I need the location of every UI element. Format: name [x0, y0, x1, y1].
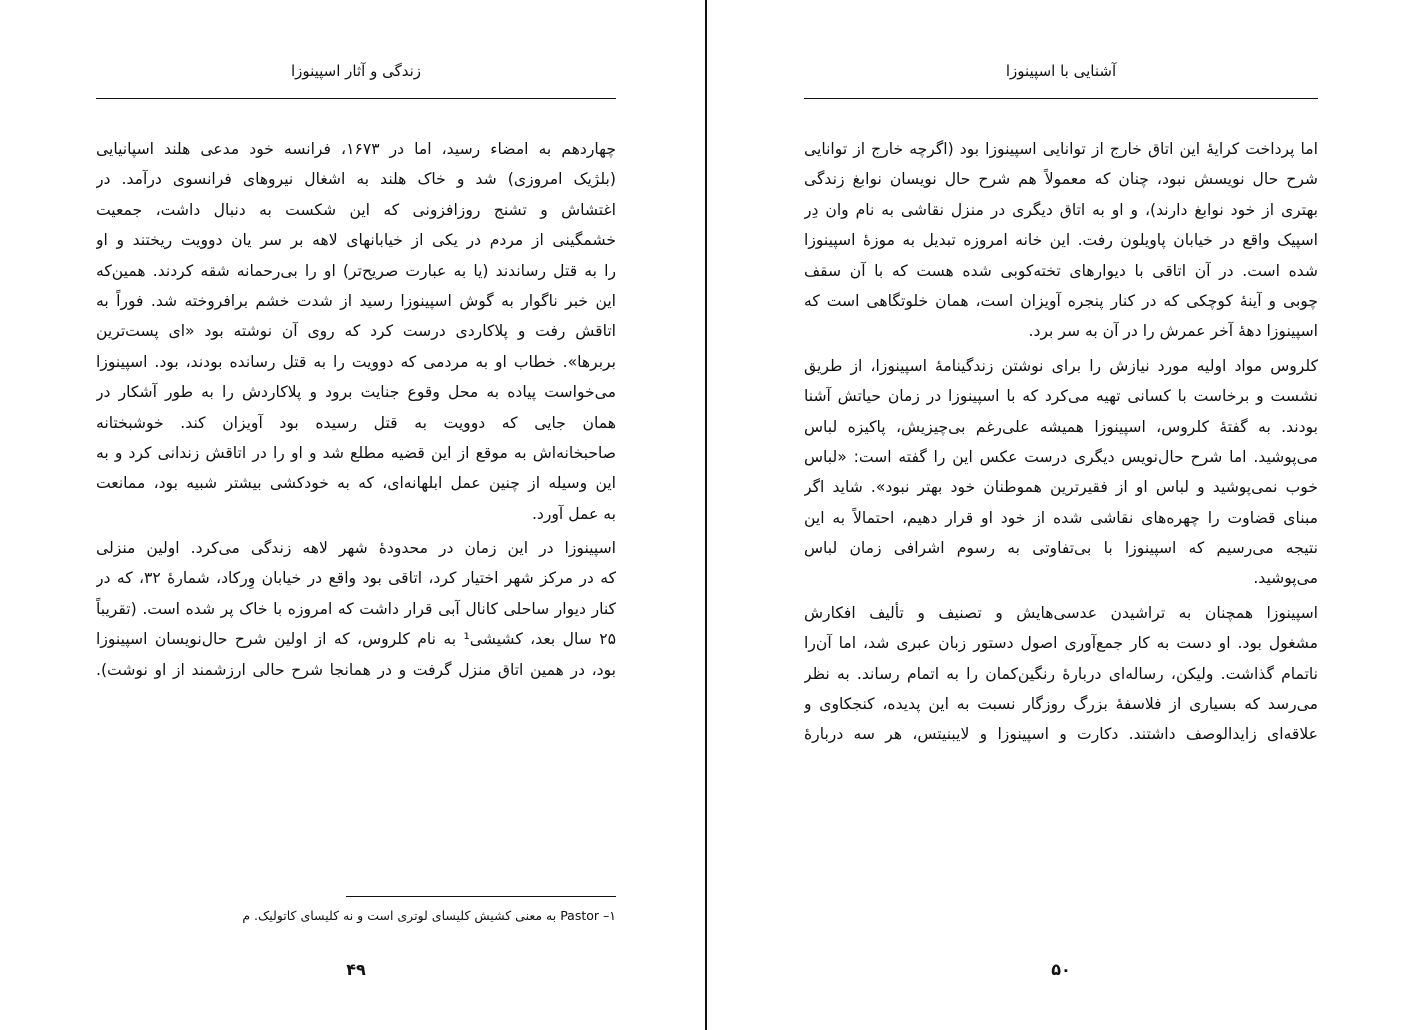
running-header: زندگی و آثار اسپینوزا: [290, 62, 422, 80]
text-line: ناتمام گذاشت. ولیکن، رساله‌ای دربارهٔ رنگین‌کمان را به اتمام رساند. به نظر: [804, 664, 1318, 683]
text-line: خوب نمی‌پوشید و لباس او از فقیرترین هموطنان خود بهتر نبود». شاید اگر: [804, 478, 1318, 497]
text-line: این وسیله از چنین عمل ابلهانه‌ای، که به خودکشی بیشتر شبیه بود، ممانعت: [96, 474, 616, 493]
paragraph: [804, 598, 1318, 750]
text-line: کنار دیوار ساحلی کانال آبی قرار داشت که امروزه با خاک پر شده است. (تقریباً: [96, 599, 616, 618]
text-line: اسپینوزا در این زمان در محدودهٔ شهر لاهه زندگی می‌کرد. اولین منزلی: [96, 539, 616, 558]
page-number: ۴۹: [346, 960, 366, 979]
text-line: بود، در همین اتاق منزل گرفت و در همانجا شرح حالی ارزشمند از او نوشت).: [96, 660, 616, 679]
text-line: به عمل آورد.: [531, 504, 616, 523]
book-gutter: [705, 0, 707, 1030]
text-line: بودند. به گفتهٔ کلروس، اسپینوزا همیشه علی‌رغم بی‌چیزیش، پاکیزه لباس: [804, 417, 1318, 436]
text-line: اسپینوزا همچنان به تراشیدن عدسی‌هایش و تصنیف و تألیف افکارش: [804, 603, 1318, 622]
text-line: می‌پوشید. اما شرح حال‌نویس دیگری درست عکس این را گفته است: «لباس: [804, 447, 1318, 466]
text-line: کلروس مواد اولیه مورد نیازش را برای نوشتن زندگینامهٔ اسپینوزا، از طریق: [804, 356, 1318, 375]
text-line: می‌پوشید.: [1253, 569, 1318, 588]
paragraph: [804, 134, 1318, 347]
paragraph: [96, 134, 616, 529]
left-body-text: [96, 134, 616, 689]
right-body-text: [804, 134, 1318, 754]
text-line: اتاقش رفت و پلاکاردی درست کرد که روی آن نوشته بود «ای پست‌ترین: [96, 322, 616, 341]
text-line: چهاردهم به امضاء رسید، اما در ۱۶۷۳، فرانسه خود مدعی هلند اسپانیایی: [96, 140, 616, 158]
paragraph: [96, 533, 616, 685]
header-rule: [96, 98, 616, 99]
paragraph: [804, 351, 1318, 594]
left-page: [96, 0, 616, 1030]
text-line: اما پرداخت کرایهٔ این اتاق خارج از توانایی اسپینوزا بود (اگرچه خارج از توانایی: [804, 140, 1318, 158]
text-line: چوبی و آینهٔ کوچکی که در کنار پنجره آویزان است، همان خلوتگاهی است که: [804, 291, 1318, 310]
text-line: را به قتل رساندند (یا به عبارت صریح‌تر) او را بی‌رحمانه شقه کردند. همین‌که: [96, 261, 616, 280]
footnote-rule: [346, 896, 616, 897]
text-line: خشمگینی از مردم در یکی از خیابانهای لاهه بر سر یان دوویت ریختند و او: [96, 231, 616, 250]
text-line: ۲۵ سال بعد، کشیشی¹ به نام کلروس، که از اولین شرح حال‌نویسان اسپینوزا: [96, 630, 616, 649]
header-rule: [804, 98, 1318, 99]
text-line: اسپینوزا دههٔ آخر عمرش را در آن به سر برد.: [1028, 322, 1318, 341]
right-page: [804, 0, 1318, 1030]
text-line: مشغول بود. او دست به کار جمع‌آوری اصول دستور زبان عبری شد، اما آن‌را: [804, 634, 1318, 653]
text-line: صاحبخانه‌اش به موقع از این قضیه مطلع شد و او را در اتاقش زندانی کرد و به: [96, 443, 616, 462]
text-line: شرح حال نویسش نبود، چنان که معمولاً هم شرح حال نویسان نوابغ زندگی: [804, 170, 1318, 189]
text-line: علاقه‌ای زایدالوصف داشتند. دکارت و اسپینوزا و لایبنیتس، هر سه دربارهٔ: [804, 725, 1318, 744]
text-line: این خبر ناگوار به گوش اسپینوزا رسید از شدت خشم برافروخته شد. فوراً به: [96, 291, 616, 310]
text-line: نتیجه می‌رسیم که اسپینوزا با بی‌تفاوتی به رسوم اشرافی زمان لباس: [804, 539, 1318, 558]
text-line: همان جایی که دوویت به قتل رسیده بود آویزان کند. خوشبختانه: [96, 413, 616, 432]
text-line: که در مرکز شهر اختیار کرد، اتاقی بود واقع در خیابان وِرکاد، شمارهٔ ۳۲، که در: [96, 569, 616, 588]
page-number: ۵۰: [1051, 960, 1071, 979]
text-line: (بلژیک امروزی) شد و خاک هلند به اشغال نیروهای فرانسوی درآمد. در: [96, 170, 616, 189]
text-line: اغتشاش و تشنج روزافزونی که این شکست به دنبال داشت، جمعیت: [96, 200, 616, 219]
text-line: اسپیک واقع در خیابان پاویلون رفت. این خانه امروزه تبدیل به موزهٔ اسپینوزا: [804, 231, 1318, 250]
text-line: بهتری از خود نوابغ دارند)، و او به اتاق دیگری در منزل نقاشی به نام وان دِر: [804, 200, 1318, 219]
running-header: آشنایی با اسپینوزا: [1005, 62, 1117, 80]
text-line: بربرها». خطاب او به مردمی که دوویت را به قتل رسانده بودند، بود. اسپینوزا: [96, 352, 616, 371]
text-line: مبنای قضاوت را چهره‌های نقاشی شده از خود او قرار دهیم، احتمالاً به این: [804, 508, 1318, 527]
text-line: شده است. در آن اتاقی با دیوارهای تخته‌کوبی شده هست که با آن سقف: [804, 261, 1318, 280]
text-line: می‌خواست پیاده به محل وقوع جنایت برود و پلاکاردش را به طور آشکار در: [96, 383, 616, 402]
text-line: می‌رسد که بسیاری از فلاسفهٔ بزرگ روزگار نسبت به این پدیده، کنجکاوی و: [804, 695, 1318, 714]
text-line: نشست و برخاست با کسانی تهیه می‌کرد که با اسپینوزا در زمان حیاتش آشنا: [804, 387, 1318, 406]
footnote: ۱– Pastor به معنی کشیش کلیسای لوتری است و نه کلیسای کاتولیک. م: [242, 908, 616, 923]
